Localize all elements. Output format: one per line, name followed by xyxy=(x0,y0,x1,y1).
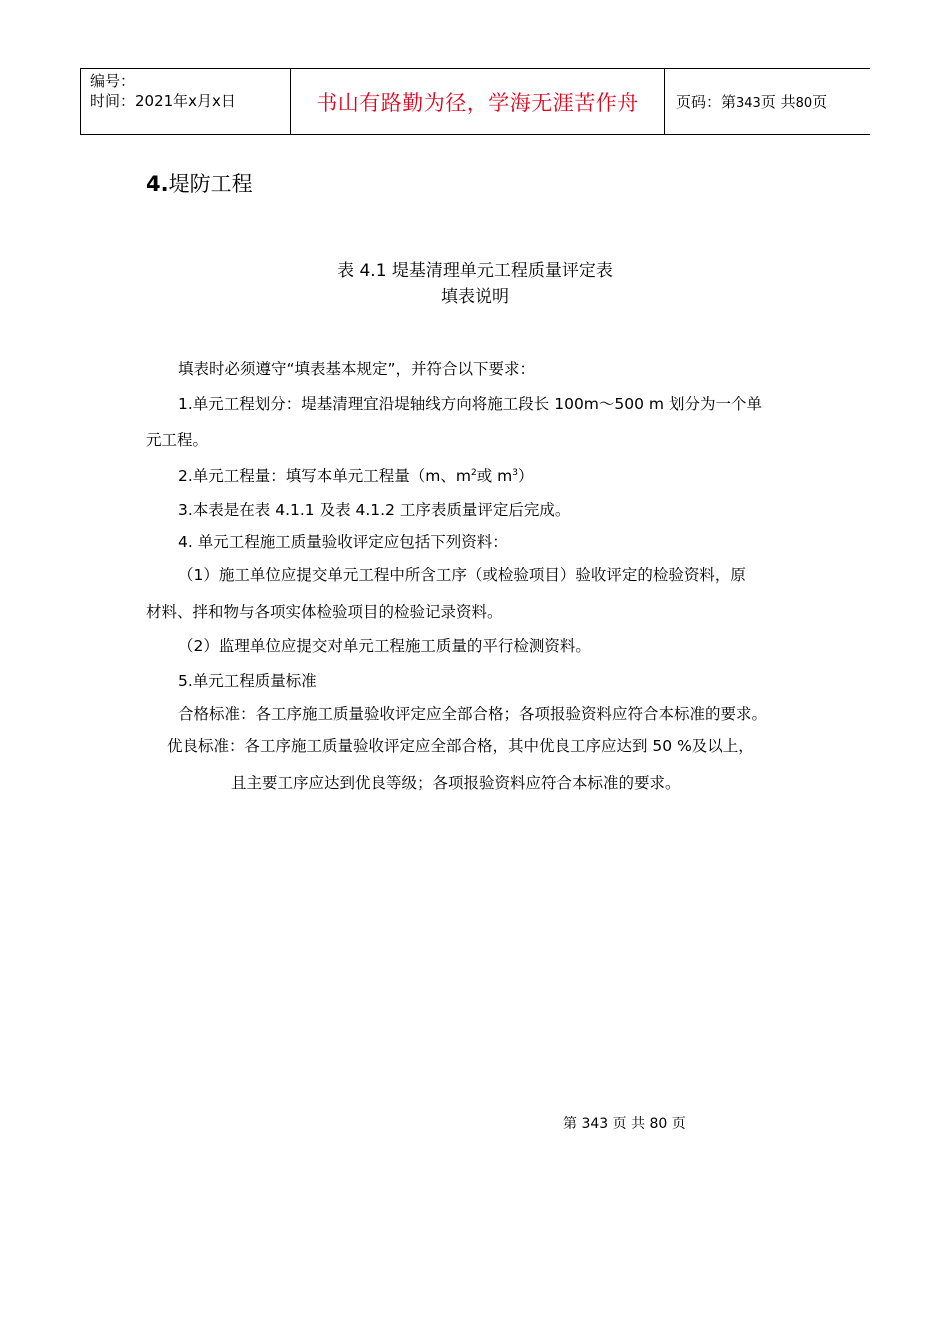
section-title: 堤防工程 xyxy=(168,172,253,196)
item2-text-end: ） xyxy=(518,467,534,485)
section-number: 4. xyxy=(146,172,169,196)
page-middle: 页 共 xyxy=(760,93,796,111)
instruction-item-2 xyxy=(178,464,534,486)
instruction-item-1-cont: 元工程。 xyxy=(146,431,209,449)
header-table xyxy=(80,68,870,135)
section-heading xyxy=(146,168,253,198)
item2-text: 2.单元工程量：填写本单元工程量（m、m xyxy=(178,467,471,485)
header-meta-cell xyxy=(81,69,291,135)
header-motto: 书山有路勤为径，学海无涯苦作舟 xyxy=(291,69,665,135)
page-prefix: 页码：第 xyxy=(676,93,737,111)
instruction-item-4-1: （1）施工单位应提交单元工程中所含工序（或检验项目）验收评定的检验资料，原 xyxy=(178,566,746,584)
excellent-standard: 优良标准：各工序施工质量验收评定应全部合格，其中优良工序应达到 50 %及以上， xyxy=(167,737,754,755)
item2-text-mid: 或 m xyxy=(476,467,513,485)
item2-sup-2: 2 xyxy=(471,467,477,478)
instruction-item-4: 4. 单元工程施工质量验收评定应包括下列资料： xyxy=(178,533,508,551)
table-title: 表 4.1 堤基清理单元工程质量评定表 xyxy=(337,261,613,281)
excellent-standard-cont: 且主要工序应达到优良等级；各项报验资料应符合本标准的要求。 xyxy=(231,774,681,792)
instruction-item-4-1-cont: 材料、拌和物与各项实体检验项目的检验记录资料。 xyxy=(146,603,503,621)
document-number-label: 编号： xyxy=(90,72,136,90)
header-page-info xyxy=(665,69,871,135)
page-current: 343 xyxy=(736,96,761,111)
page-suffix: 页 xyxy=(812,93,828,111)
instruction-item-5: 5.单元工程质量标准 xyxy=(178,672,317,690)
instruction-intro: 填表时必须遵守“填表基本规定”，并符合以下要求： xyxy=(178,360,536,378)
item2-sup-3: 3 xyxy=(512,467,518,478)
instruction-item-4-2: （2）监理单位应提交对单元工程施工质量的平行检测资料。 xyxy=(178,637,591,655)
page-footer: 第 343 页 共 80 页 xyxy=(563,1116,686,1132)
qualified-standard: 合格标准：各工序施工质量验收评定应全部合格；各项报验资料应符合本标准的要求。 xyxy=(178,705,768,723)
instruction-item-3: 3.本表是在表 4.1.1 及表 4.1.2 工序表质量评定后完成。 xyxy=(178,501,571,519)
table-subtitle: 填表说明 xyxy=(441,287,509,307)
page-total: 80 xyxy=(795,96,813,111)
document-date: 时间：2021年x月x日 xyxy=(90,92,236,110)
instruction-item-1: 1.单元工程划分：堤基清理宜沿堤轴线方向将施工段长 100m～500 m 划分为一个单 xyxy=(178,395,762,413)
table-title-block xyxy=(0,258,950,310)
